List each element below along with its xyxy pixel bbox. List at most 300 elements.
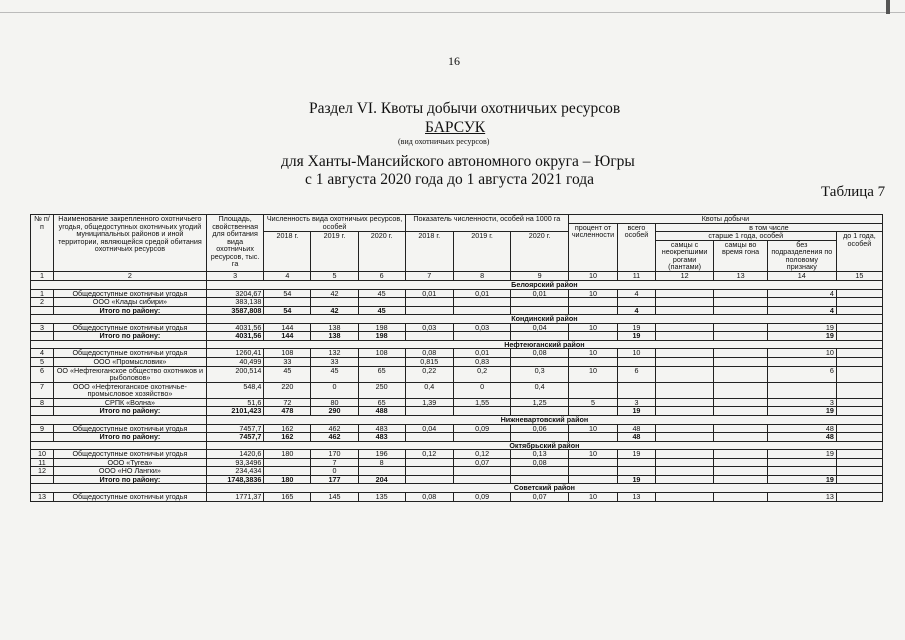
cell-percent: 10 — [568, 450, 617, 459]
col-num: 1 — [31, 271, 54, 280]
cell-dens-2018: 0,12 — [405, 450, 453, 459]
district-name: Октябрьский район — [206, 441, 882, 450]
cell-males — [655, 475, 714, 484]
table-row — [31, 424, 883, 433]
table-row — [31, 382, 883, 398]
cell-nosex: 19 — [767, 475, 836, 484]
cell-dens-2018: 0,4 — [405, 382, 453, 398]
header-quotas: Квоты добычи — [568, 215, 882, 224]
cell-abund-2020: 45 — [358, 289, 405, 298]
cell-nosex: 4 — [767, 289, 836, 298]
cell-abund-2019: 145 — [311, 493, 358, 502]
column-number-row — [31, 271, 883, 280]
cell-area: 7457,7 — [206, 424, 264, 433]
cell-males — [655, 407, 714, 416]
cell-num: 9 — [31, 424, 54, 433]
cell-percent: 10 — [568, 424, 617, 433]
cell-dens-2020: 0,08 — [511, 349, 569, 358]
cell-rut — [714, 323, 767, 332]
cell-males — [655, 298, 714, 307]
district-spacer — [31, 484, 207, 493]
cell-nosex: 13 — [767, 493, 836, 502]
cell-abund-2018: 108 — [264, 349, 311, 358]
cell-abund-2019: 138 — [311, 323, 358, 332]
cell-dens-2020 — [511, 298, 569, 307]
cell-dens-2018: 0,08 — [405, 493, 453, 502]
cell-males — [655, 382, 714, 398]
cell-nosex — [767, 382, 836, 398]
cell-area: 548,4 — [206, 382, 264, 398]
cell-under1 — [836, 382, 882, 398]
cell-dens-2018 — [405, 332, 453, 341]
cell-nosex: 3 — [767, 398, 836, 407]
cell-abund-2020 — [358, 298, 405, 307]
cell-area: 93,3496 — [206, 458, 264, 467]
cell-dens-2020: 1,25 — [511, 398, 569, 407]
cell-abund-2018: 220 — [264, 382, 311, 398]
cell-rut — [714, 467, 767, 476]
cell-abund-2020: 65 — [358, 398, 405, 407]
cell-abund-2019: 290 — [311, 407, 358, 416]
col-num: 3 — [206, 271, 264, 280]
district-row — [31, 340, 883, 349]
cell-abund-2018: 54 — [264, 306, 311, 315]
cell-total: 19 — [618, 450, 656, 459]
district-row — [31, 280, 883, 289]
cell-rut — [714, 450, 767, 459]
cell-rut — [714, 424, 767, 433]
cell-rut — [714, 493, 767, 502]
cell-dens-2018 — [405, 458, 453, 467]
cell-under1 — [836, 349, 882, 358]
cell-num: 11 — [31, 458, 54, 467]
table-row — [31, 366, 883, 382]
scan-corner-mark — [886, 0, 890, 14]
cell-name: Итого по району: — [54, 407, 207, 416]
cell-under1 — [836, 398, 882, 407]
cell-name: Итого по району: — [54, 433, 207, 442]
cell-rut — [714, 475, 767, 484]
header-percent: процент от численности — [568, 223, 617, 271]
district-name: Нефтеюганский район — [206, 340, 882, 349]
cell-name: ООО «Клады сибири» — [54, 298, 207, 307]
cell-nosex: 19 — [767, 323, 836, 332]
cell-area: 51,6 — [206, 398, 264, 407]
cell-name: ООО «НО Лангки» — [54, 467, 207, 476]
col-num: 10 — [568, 271, 617, 280]
cell-total — [618, 467, 656, 476]
cell-abund-2020: 45 — [358, 306, 405, 315]
header-num: № п/п — [31, 215, 54, 272]
cell-abund-2020: 108 — [358, 349, 405, 358]
cell-under1 — [836, 493, 882, 502]
cell-under1 — [836, 323, 882, 332]
col-num: 7 — [405, 271, 453, 280]
district-spacer — [31, 315, 207, 324]
cell-num — [31, 475, 54, 484]
cell-abund-2019: 462 — [311, 433, 358, 442]
cell-total: 13 — [618, 493, 656, 502]
cell-total — [618, 358, 656, 367]
cell-dens-2020 — [511, 475, 569, 484]
header-density: Показатель численности, особей на 1000 га — [405, 215, 568, 232]
cell-area: 1420,6 — [206, 450, 264, 459]
cell-dens-2020 — [511, 407, 569, 416]
cell-abund-2019: 42 — [311, 289, 358, 298]
cell-under1 — [836, 306, 882, 315]
period-line: с 1 августа 2020 года до 1 августа 2021 года — [305, 171, 595, 188]
cell-name: Общедоступные охотничьи угодья — [54, 323, 207, 332]
cell-dens-2019: 1,55 — [453, 398, 511, 407]
cell-under1 — [836, 433, 882, 442]
cell-total: 19 — [618, 407, 656, 416]
cell-males — [655, 424, 714, 433]
cell-abund-2018: 180 — [264, 475, 311, 484]
header-rut: самцы во время гона — [714, 240, 767, 271]
section-title: Раздел VI. Квоты добычи охотничьих ресурсов — [309, 100, 621, 117]
header-abund-2019: 2019 г. — [311, 232, 358, 272]
cell-name: Общедоступные охотничьи угодья — [54, 289, 207, 298]
table-row — [31, 458, 883, 467]
cell-area: 383,138 — [206, 298, 264, 307]
table-row — [31, 289, 883, 298]
cell-nosex: 48 — [767, 433, 836, 442]
header-dens-2020: 2020 г. — [511, 232, 569, 272]
cell-rut — [714, 289, 767, 298]
cell-abund-2019: 45 — [311, 366, 358, 382]
quota-table — [30, 214, 883, 502]
cell-area: 4031,56 — [206, 323, 264, 332]
cell-males — [655, 493, 714, 502]
cell-percent — [568, 332, 617, 341]
cell-percent — [568, 407, 617, 416]
table-row — [31, 323, 883, 332]
cell-dens-2018: 0,22 — [405, 366, 453, 382]
cell-abund-2019: 7 — [311, 458, 358, 467]
cell-dens-2018: 0,08 — [405, 349, 453, 358]
cell-dens-2019: 0,01 — [453, 349, 511, 358]
header-name: Наименование закрепленного охотничьего угодья, общедоступных охотничьих угодий муниципальных районов и иной территории, являющейся средой обитания охотничьих ресурсов — [54, 215, 207, 272]
cell-abund-2019: 132 — [311, 349, 358, 358]
cell-dens-2020: 0,13 — [511, 450, 569, 459]
cell-num: 10 — [31, 450, 54, 459]
cell-total: 10 — [618, 349, 656, 358]
cell-name: ООО «Тугеа» — [54, 458, 207, 467]
cell-dens-2019: 0,12 — [453, 450, 511, 459]
cell-abund-2018: 54 — [264, 289, 311, 298]
header-abund-2020: 2020 г. — [358, 232, 405, 272]
district-row — [31, 315, 883, 324]
cell-total: 3 — [618, 398, 656, 407]
header-incl: в том числе — [655, 223, 882, 232]
table-row — [31, 349, 883, 358]
district-spacer — [31, 280, 207, 289]
cell-dens-2018 — [405, 306, 453, 315]
cell-dens-2019: 0,83 — [453, 358, 511, 367]
cell-total: 48 — [618, 424, 656, 433]
cell-under1 — [836, 475, 882, 484]
cell-under1 — [836, 332, 882, 341]
col-num: 4 — [264, 271, 311, 280]
cell-abund-2018: 144 — [264, 332, 311, 341]
cell-num: 8 — [31, 398, 54, 407]
cell-abund-2018: 33 — [264, 358, 311, 367]
cell-percent: 10 — [568, 289, 617, 298]
cell-dens-2019 — [453, 306, 511, 315]
cell-males — [655, 289, 714, 298]
cell-num: 3 — [31, 323, 54, 332]
col-num: 5 — [311, 271, 358, 280]
district-name: Нижневартовский район — [206, 415, 882, 424]
cell-dens-2019 — [453, 407, 511, 416]
cell-under1 — [836, 407, 882, 416]
cell-total: 6 — [618, 366, 656, 382]
cell-percent — [568, 358, 617, 367]
cell-under1 — [836, 467, 882, 476]
cell-males — [655, 458, 714, 467]
cell-abund-2019: 170 — [311, 450, 358, 459]
cell-dens-2019 — [453, 332, 511, 341]
table-row — [31, 493, 883, 502]
cell-nosex — [767, 467, 836, 476]
header-males: самцы с неокрепшими рогами (пантами) — [655, 240, 714, 271]
header-abund-2018: 2018 г. — [264, 232, 311, 272]
cell-dens-2018: 0,01 — [405, 289, 453, 298]
cell-dens-2019: 0,01 — [453, 289, 511, 298]
table-row — [31, 467, 883, 476]
cell-percent: 10 — [568, 366, 617, 382]
cell-abund-2019: 177 — [311, 475, 358, 484]
cell-dens-2020: 0,06 — [511, 424, 569, 433]
cell-rut — [714, 458, 767, 467]
cell-percent — [568, 298, 617, 307]
cell-total: 19 — [618, 323, 656, 332]
cell-abund-2018: 45 — [264, 366, 311, 382]
cell-total — [618, 382, 656, 398]
cell-area: 1771,37 — [206, 493, 264, 502]
cell-abund-2020: 135 — [358, 493, 405, 502]
cell-abund-2020 — [358, 467, 405, 476]
cell-dens-2019 — [453, 298, 511, 307]
cell-percent — [568, 458, 617, 467]
cell-abund-2019: 138 — [311, 332, 358, 341]
cell-abund-2019 — [311, 298, 358, 307]
cell-dens-2019: 0,07 — [453, 458, 511, 467]
district-total-row — [31, 407, 883, 416]
cell-nosex: 10 — [767, 349, 836, 358]
cell-under1 — [836, 358, 882, 367]
species-note: (вид охотничьих ресурсов) — [398, 137, 490, 146]
cell-total: 48 — [618, 433, 656, 442]
col-num: 13 — [714, 271, 767, 280]
col-num: 15 — [836, 271, 882, 280]
cell-percent — [568, 382, 617, 398]
cell-under1 — [836, 458, 882, 467]
cell-num: 5 — [31, 358, 54, 367]
cell-percent — [568, 475, 617, 484]
cell-total: 19 — [618, 475, 656, 484]
cell-under1 — [836, 424, 882, 433]
cell-dens-2019: 0,2 — [453, 366, 511, 382]
table-header — [31, 215, 883, 281]
cell-abund-2018: 162 — [264, 433, 311, 442]
cell-percent: 10 — [568, 323, 617, 332]
cell-area: 3204,67 — [206, 289, 264, 298]
cell-dens-2020: 0,4 — [511, 382, 569, 398]
cell-abund-2018: 165 — [264, 493, 311, 502]
cell-abund-2020: 196 — [358, 450, 405, 459]
cell-abund-2019: 0 — [311, 382, 358, 398]
cell-nosex — [767, 458, 836, 467]
cell-dens-2019: 0 — [453, 382, 511, 398]
district-name: Белоярский район — [206, 280, 882, 289]
cell-name: ООО «Промысловик» — [54, 358, 207, 367]
table-row — [31, 298, 883, 307]
district-total-row — [31, 475, 883, 484]
col-num: 8 — [453, 271, 511, 280]
cell-abund-2019: 33 — [311, 358, 358, 367]
cell-abund-2018: 478 — [264, 407, 311, 416]
cell-percent — [568, 467, 617, 476]
table-label: Таблица 7 — [821, 184, 886, 200]
district-row — [31, 441, 883, 450]
cell-name: Итого по району: — [54, 475, 207, 484]
cell-num — [31, 306, 54, 315]
header-area: Площадь, свойственная для обитания вида охотничьих ресурсов, тыс. га — [206, 215, 264, 272]
cell-males — [655, 366, 714, 382]
cell-dens-2020: 0,01 — [511, 289, 569, 298]
cell-males — [655, 332, 714, 341]
cell-total: 4 — [618, 306, 656, 315]
district-total-row — [31, 433, 883, 442]
cell-rut — [714, 298, 767, 307]
species-name: БАРСУК — [425, 119, 486, 136]
cell-dens-2018: 0,815 — [405, 358, 453, 367]
cell-nosex — [767, 298, 836, 307]
cell-area: 7457,7 — [206, 433, 264, 442]
cell-area: 1748,3836 — [206, 475, 264, 484]
header-abundance: Численность вида охотничьих ресурсов, особей — [264, 215, 405, 232]
cell-dens-2020: 0,3 — [511, 366, 569, 382]
district-total-row — [31, 332, 883, 341]
cell-nosex: 6 — [767, 366, 836, 382]
cell-dens-2020 — [511, 332, 569, 341]
cell-name: Общедоступные охотничьи угодья — [54, 493, 207, 502]
cell-dens-2019 — [453, 433, 511, 442]
cell-percent: 10 — [568, 349, 617, 358]
cell-name: Итого по району: — [54, 332, 207, 341]
cell-abund-2020: 204 — [358, 475, 405, 484]
cell-area: 2101,423 — [206, 407, 264, 416]
cell-dens-2019 — [453, 467, 511, 476]
cell-males — [655, 306, 714, 315]
cell-percent — [568, 306, 617, 315]
cell-abund-2020: 198 — [358, 332, 405, 341]
cell-under1 — [836, 366, 882, 382]
cell-name: СРПК «Волна» — [54, 398, 207, 407]
cell-under1 — [836, 298, 882, 307]
cell-dens-2018 — [405, 475, 453, 484]
cell-percent: 5 — [568, 398, 617, 407]
cell-abund-2018: 72 — [264, 398, 311, 407]
cell-males — [655, 358, 714, 367]
cell-males — [655, 450, 714, 459]
cell-abund-2020 — [358, 358, 405, 367]
cell-total — [618, 298, 656, 307]
cell-percent: 10 — [568, 493, 617, 502]
cell-dens-2020: 0,07 — [511, 493, 569, 502]
cell-num — [31, 332, 54, 341]
cell-dens-2018 — [405, 433, 453, 442]
header-older: старше 1 года, особей — [655, 232, 836, 241]
cell-num: 13 — [31, 493, 54, 502]
header-dens-2018: 2018 г. — [405, 232, 453, 272]
cell-name: Общедоступные охотничьи угодья — [54, 349, 207, 358]
cell-total — [618, 458, 656, 467]
cell-area: 40,499 — [206, 358, 264, 367]
cell-dens-2020 — [511, 358, 569, 367]
header-under1: до 1 года, особей — [836, 232, 882, 272]
cell-abund-2018: 162 — [264, 424, 311, 433]
cell-males — [655, 467, 714, 476]
cell-abund-2019: 0 — [311, 467, 358, 476]
scan-edge-line — [0, 12, 905, 13]
cell-abund-2020: 65 — [358, 366, 405, 382]
district-total-row — [31, 306, 883, 315]
cell-dens-2020 — [511, 433, 569, 442]
cell-abund-2020: 198 — [358, 323, 405, 332]
cell-rut — [714, 358, 767, 367]
cell-dens-2019: 0,09 — [453, 493, 511, 502]
cell-dens-2019 — [453, 475, 511, 484]
cell-under1 — [836, 289, 882, 298]
district-row — [31, 484, 883, 493]
cell-abund-2019: 462 — [311, 424, 358, 433]
district-spacer — [31, 340, 207, 349]
cell-dens-2019: 0,09 — [453, 424, 511, 433]
cell-rut — [714, 332, 767, 341]
cell-abund-2018: 180 — [264, 450, 311, 459]
header-total: всего особей — [618, 223, 656, 271]
district-spacer — [31, 415, 207, 424]
cell-dens-2018 — [405, 407, 453, 416]
cell-abund-2019: 80 — [311, 398, 358, 407]
cell-dens-2018: 0,04 — [405, 424, 453, 433]
cell-num: 4 — [31, 349, 54, 358]
cell-rut — [714, 366, 767, 382]
col-num: 12 — [655, 271, 714, 280]
cell-abund-2020: 483 — [358, 424, 405, 433]
region-line: для Ханты-Мансийского автономного округа – Югры — [281, 153, 635, 170]
cell-nosex — [767, 358, 836, 367]
cell-dens-2018 — [405, 467, 453, 476]
cell-num: 7 — [31, 382, 54, 398]
cell-nosex: 19 — [767, 450, 836, 459]
cell-num — [31, 433, 54, 442]
cell-num: 12 — [31, 467, 54, 476]
cell-num: 6 — [31, 366, 54, 382]
cell-abund-2019: 42 — [311, 306, 358, 315]
cell-area: 234,434 — [206, 467, 264, 476]
cell-rut — [714, 349, 767, 358]
cell-abund-2018 — [264, 458, 311, 467]
cell-area: 3587,808 — [206, 306, 264, 315]
cell-nosex: 19 — [767, 407, 836, 416]
cell-name: Итого по району: — [54, 306, 207, 315]
col-num: 11 — [618, 271, 656, 280]
cell-num: 1 — [31, 289, 54, 298]
cell-percent — [568, 433, 617, 442]
